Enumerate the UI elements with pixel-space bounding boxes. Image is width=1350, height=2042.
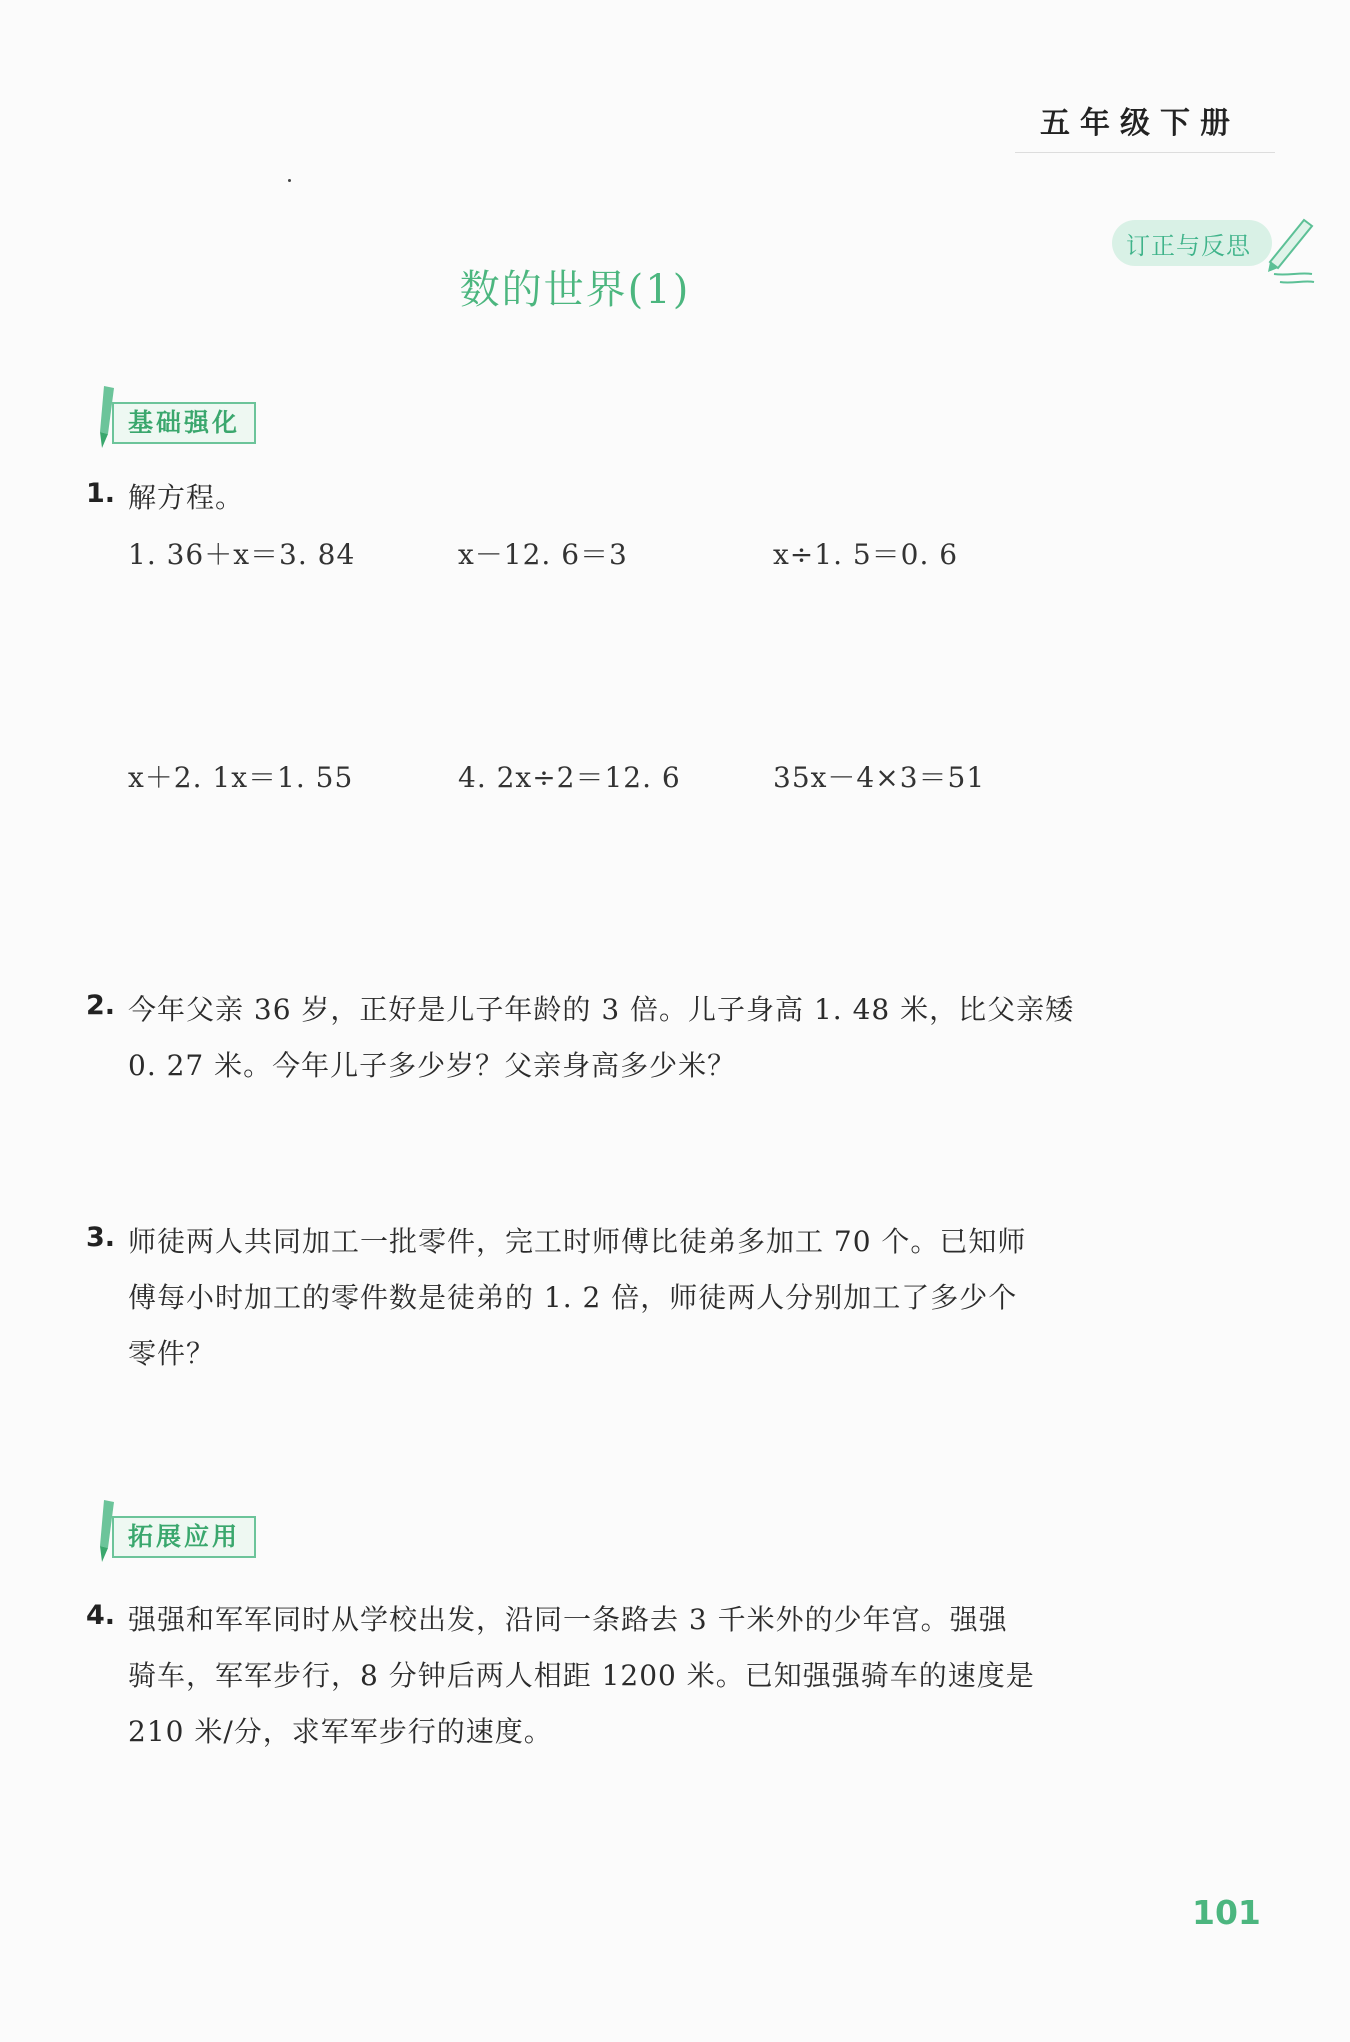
header-divider [1015,152,1275,153]
section-basic-label: 基础强化 [112,402,256,444]
equation-5: 4. 2x÷2＝12. 6 [458,761,681,794]
equation-3: x÷1. 5＝0. 6 [773,538,959,571]
question-2-number: 2. [86,990,116,1021]
equation-2: x－12. 6＝3 [458,538,628,571]
grade-label: 五年级下册 [1040,106,1240,141]
revise-label: 订正与反思 [1126,232,1251,260]
question-1-number: 1. [86,478,116,509]
pencil-icon [1260,210,1320,290]
equation-6: 35x－4×3＝51 [773,761,986,794]
question-3-line1: 师徒两人共同加工一批零件，完工时师傅比徒弟多加工 70 个。已知师 [128,1225,1027,1258]
question-2-line2: 0. 27 米。今年儿子多少岁？父亲身高多少米？ [128,1049,737,1082]
page-number: 101 [1192,1893,1261,1932]
question-4-line3: 210 米/分，求军军步行的速度。 [128,1715,553,1748]
equation-4: x＋2. 1x＝1. 55 [128,761,354,794]
section-extend-label: 拓展应用 [112,1516,256,1558]
page-title: 数的世界(1) [459,267,691,313]
question-3-number: 3. [86,1222,116,1253]
stray-mark [288,179,291,182]
question-4-line2: 骑车，军军步行，8 分钟后两人相距 1200 米。已知强强骑车的速度是 [128,1659,1035,1692]
question-3-line3: 零件？ [128,1337,216,1370]
question-3-line2: 傅每小时加工的零件数是徒弟的 1. 2 倍，师徒两人分别加工了多少个 [128,1281,1018,1314]
question-4-line1: 强强和军军同时从学校出发，沿同一条路去 3 千米外的少年宫。强强 [128,1603,1008,1636]
question-2-line1: 今年父亲 36 岁，正好是儿子年龄的 3 倍。儿子身高 1. 48 米，比父亲矮 [128,993,1075,1026]
question-4-number: 4. [86,1600,116,1631]
equation-1: 1. 36＋x＝3. 84 [128,538,356,571]
question-1-text: 解方程。 [128,481,245,514]
